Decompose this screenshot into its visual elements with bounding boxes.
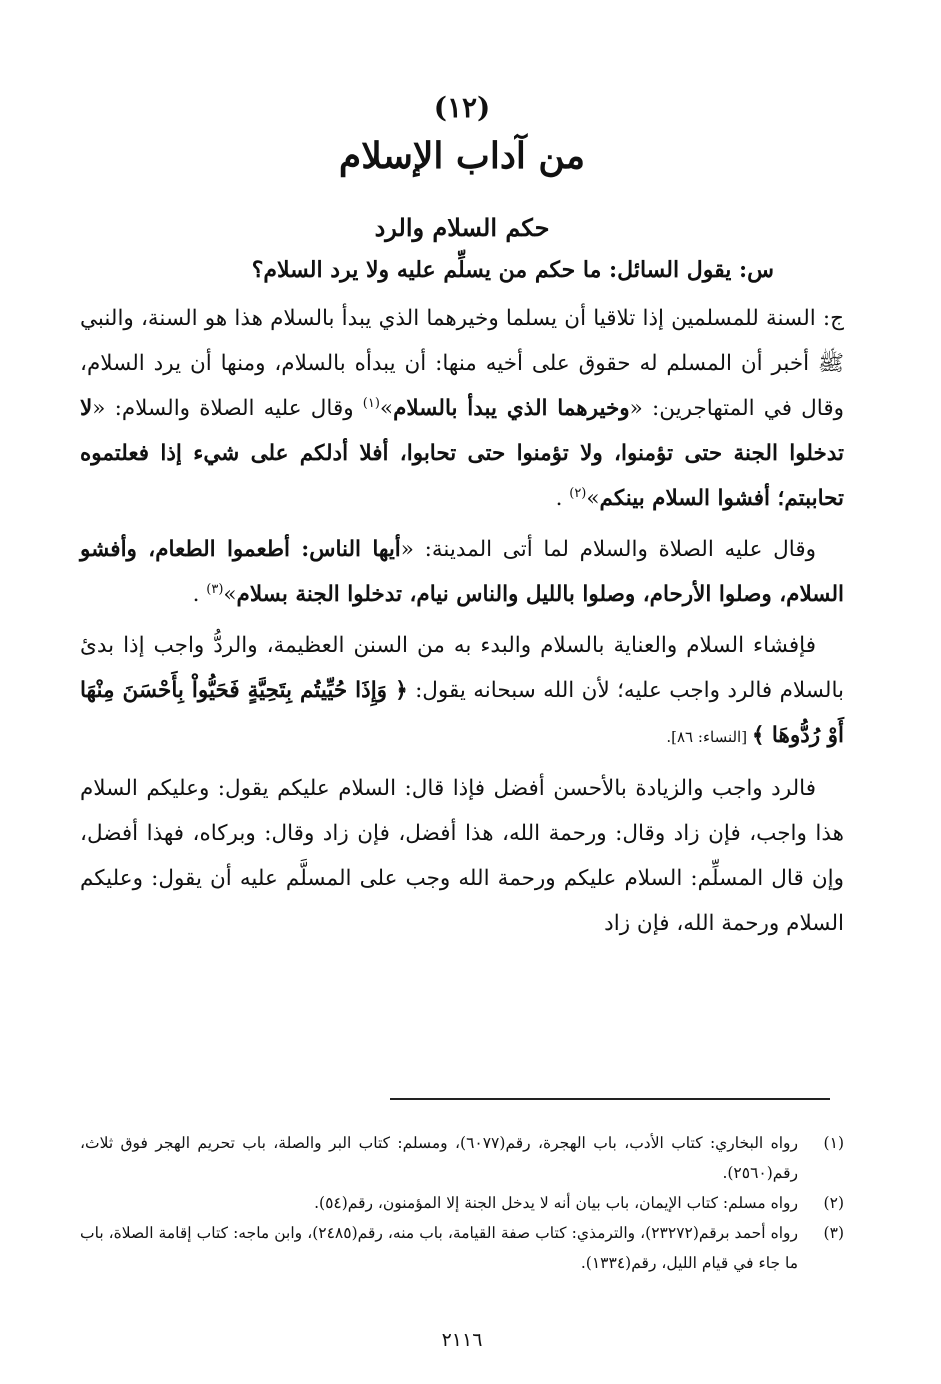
hadith-quote-2: لا تدخلوا الجنة حتى تؤمنوا، ولا تؤمنوا حتى تحابوا، أفلا أدلكم على شيء إذا فعلتموه تحاببتم؛ أفشوا السلام بينكم — [80, 396, 844, 511]
quran-intro-text: فإفشاء السلام والعناية بالسلام والبدء به من السنن العظيمة، والردُّ واجب إذا بدئ بالسلام فالرد واجب عليه؛ لأن الله سبحانه يقول: — [80, 633, 844, 703]
answer-paragraph — [80, 296, 844, 521]
footnote-item — [80, 1218, 844, 1278]
chapter-title: من آداب الإسلام — [338, 135, 586, 177]
footnote-ref-1: (١) — [362, 395, 380, 411]
question-text: س: يقول السائل: ما حكم من يسلِّم عليه ولا يرد السلام؟ — [251, 257, 774, 283]
page-body — [80, 88, 844, 1358]
footnotes — [80, 1128, 844, 1278]
answer-text-5: . — [555, 486, 570, 511]
footnote-number: (١) — [823, 1134, 844, 1152]
footnote-item — [80, 1128, 844, 1188]
quran-reference: [النساء: ٨٦]. — [666, 728, 752, 746]
footnote-item — [80, 1188, 844, 1218]
footnote-number: (٢) — [823, 1194, 844, 1212]
footnote-text: رواه أحمد برقم(٢٣٢٧٢)، والترمذي: كتاب صفة القيامة، باب منه، رقم(٢٤٨٥)، وابن ماجه: كتاب إقامة الصلاة، باب ما جاء في قيام الليل، رقم(١٣٣٤). — [80, 1224, 798, 1272]
answer-text-3: وقال عليه الصلاة والسلام: « — [92, 396, 363, 421]
hadith-end-text: . — [192, 582, 207, 607]
footnote-ref-3: (٣) — [206, 581, 224, 597]
hadith-quote-3: أيها الناس: أطعموا الطعام، وأفشو السلام، وصلوا الأرحام، وصلوا بالليل والناس نيام، تدخلوا الجنة بسلام — [80, 537, 844, 607]
footnote-text: رواه البخاري: كتاب الأدب، باب الهجرة، رقم(٦٠٧٧)، ومسلم: كتاب البر والصلة، باب تحريم الهجر فوق ثلاث، رقم(٢٥٦٠). — [80, 1134, 798, 1182]
hadith-quote-1: وخيرهما الذي يبدأ بالسلام — [393, 396, 630, 421]
hadith-paragraph — [80, 527, 844, 617]
footnote-divider — [390, 1098, 830, 1100]
quran-paragraph — [80, 623, 844, 760]
footnote-ref-2: (٢) — [569, 485, 587, 501]
quran-verse: ﴿ وَإِذَا حُيِّيتُم بِتَحِيَّةٍ فَحَيُّواْ بِأَحْسَنَ مِنْهَا أَوْ رُدُّوهَا ﴾ — [80, 678, 844, 748]
answer-text-4: » — [586, 486, 600, 511]
section-title: حكم السلام والرد — [374, 213, 550, 242]
page-number: ٢١١٦ — [441, 1329, 483, 1351]
hadith-intro-text: وقال عليه الصلاة والسلام لما أتى المدينة: « — [400, 537, 816, 562]
chapter-number: (١٢) — [433, 91, 491, 124]
hadith-close-text: » — [223, 582, 237, 607]
answer-text-1: ج: السنة للمسلمين إذا تلاقيا أن يسلما وخيرهما الذي يبدأ بالسلام هذا هو السنة، والنبي ﷺ أخبر أن المسلم له حقوق على أخيه منها: أن يبدأه بالسلام، ومنها أن يرد السلام، وقال في المتهاجرين: « — [80, 306, 844, 421]
reply-paragraph: فالرد واجب والزيادة بالأحسن أفضل فإذا قال: السلام عليكم يقول: وعليكم السلام هذا واجب، فإن زاد وقال: ورحمة الله، هذا أفضل، فإن زاد وقال: وبركاه، فهذا أفضل، وإن قال المسلِّم: السلام عليكم ورحمة الله وجب على المسلَّم عليه أن يقول: وعليكم السلام ورحمة الله، فإن زاد — [80, 776, 844, 936]
footnote-number: (٣) — [823, 1224, 844, 1242]
footnote-text: رواه مسلم: كتاب الإيمان، باب بيان أنه لا يدخل الجنة إلا المؤمنون، رقم(٥٤). — [314, 1194, 798, 1212]
answer-text-2: » — [379, 396, 394, 421]
